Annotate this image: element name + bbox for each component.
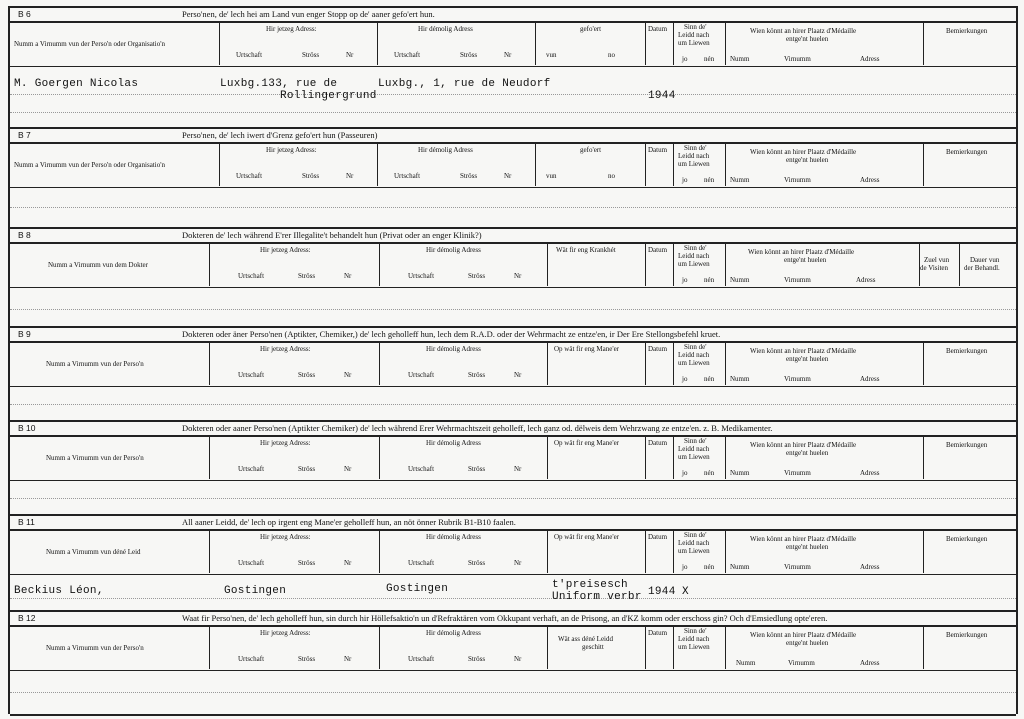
label-street: Ströss bbox=[302, 172, 320, 180]
section-b6 bbox=[10, 6, 1016, 129]
label-illness: Wät fir eng Krankhét bbox=[556, 246, 616, 254]
label-alive: Leidd nach bbox=[678, 445, 710, 453]
label-alive: Sinn de' bbox=[684, 23, 707, 31]
label-led: gefo'ert bbox=[580, 146, 602, 154]
dotted-line bbox=[10, 498, 1016, 499]
entry-date: 1944 bbox=[648, 586, 676, 598]
label-locality: Urtschaft bbox=[408, 272, 435, 280]
column-header bbox=[10, 437, 1016, 479]
column-header-cell bbox=[674, 627, 726, 669]
label-current-address: Hir jetzeg Adress: bbox=[260, 439, 311, 447]
column-header bbox=[10, 343, 1016, 385]
label-date: Datum bbox=[648, 629, 668, 637]
label-alive: um Liewen bbox=[678, 39, 710, 47]
label-where: entge'nt huelen bbox=[786, 449, 829, 457]
label-number: Nr bbox=[514, 655, 522, 663]
section-b9 bbox=[10, 326, 1016, 422]
label-number: Nr bbox=[514, 371, 522, 379]
column-header-cell bbox=[674, 144, 726, 186]
column-header-cell bbox=[548, 531, 646, 573]
row-divider bbox=[10, 187, 1016, 188]
label-name-col: Numm bbox=[730, 375, 750, 383]
section-title bbox=[10, 229, 1016, 244]
row-divider bbox=[10, 386, 1016, 387]
label-alive: Sinn de' bbox=[684, 343, 707, 351]
entry-former-address: Luxbg., 1, rue de Neudorf bbox=[378, 78, 551, 90]
label-number: Nr bbox=[514, 272, 522, 280]
label-yes: jo bbox=[682, 55, 688, 63]
label-where: Wien könnt an hirer Plaatz d'Médaille bbox=[750, 535, 857, 543]
label-alive: Sinn de' bbox=[684, 244, 707, 252]
label-remarks: Bemierkungen bbox=[946, 631, 988, 639]
column-header-cell bbox=[674, 244, 726, 286]
section-title bbox=[10, 422, 1016, 437]
column-header-cell bbox=[924, 437, 1016, 479]
label-number: Nr bbox=[346, 51, 354, 59]
label-current-address: Hir jetzeg Adress: bbox=[260, 629, 311, 637]
dotted-line bbox=[10, 94, 1016, 95]
dotted-line bbox=[10, 692, 1016, 693]
label-street: Ströss bbox=[460, 172, 478, 180]
label-date: Datum bbox=[648, 246, 668, 254]
column-header-cell bbox=[210, 531, 380, 573]
label-what: Wät ass déné Leidd bbox=[558, 635, 614, 643]
column-header-cell bbox=[380, 531, 548, 573]
section-description: Perso'nen, de' lech iwert d'Grenz gefo'ert hun (Passeuren) bbox=[182, 130, 378, 140]
column-header-cell bbox=[10, 244, 210, 286]
label-date: Datum bbox=[648, 146, 668, 154]
header-former-address bbox=[378, 23, 536, 65]
label-street: Ströss bbox=[298, 371, 316, 379]
label-date: Datum bbox=[648, 439, 668, 447]
column-header-cell bbox=[548, 244, 646, 286]
label-alive: Leidd nach bbox=[678, 351, 710, 359]
dotted-line bbox=[10, 598, 1016, 599]
label-locality: Urtschaft bbox=[394, 51, 421, 59]
column-header-cell bbox=[924, 343, 1016, 385]
row-divider bbox=[10, 480, 1016, 481]
label-where: Wien könnt an hirer Plaatz d'Médaille bbox=[748, 248, 855, 256]
label-locality: Urtschaft bbox=[394, 172, 421, 180]
label-how: Op wät fir eng Mane'er bbox=[554, 439, 620, 447]
header-medal bbox=[726, 23, 924, 65]
column-header-cell bbox=[726, 144, 924, 186]
label-first-name: Virnumm bbox=[784, 55, 811, 63]
label-to: no bbox=[608, 172, 615, 180]
row-divider bbox=[10, 66, 1016, 67]
label-current-address: Hir jetzeg Adress: bbox=[260, 345, 311, 353]
section-title bbox=[10, 8, 1016, 23]
column-header-cell bbox=[646, 244, 674, 286]
label-name: Numm a Virnumm vun der Perso'n oder Organisatio'n bbox=[14, 40, 165, 48]
entry-alive-mark: X bbox=[682, 586, 689, 598]
label-number: Nr bbox=[504, 172, 512, 180]
label-alive: um Liewen bbox=[678, 359, 710, 367]
section-code: B 11 bbox=[18, 517, 35, 527]
label-no: nén bbox=[704, 469, 715, 477]
column-header-cell bbox=[548, 343, 646, 385]
label-duration: Dauer vun bbox=[970, 256, 1000, 264]
label-locality: Urtschaft bbox=[236, 51, 263, 59]
label-no: nén bbox=[704, 176, 715, 184]
label-number: Nr bbox=[514, 465, 522, 473]
row-divider bbox=[10, 287, 1016, 288]
label-first-name: Virnumm bbox=[784, 563, 811, 571]
label-visits: de Visiten bbox=[920, 264, 949, 272]
column-header bbox=[10, 627, 1016, 669]
label-address: Adress bbox=[860, 563, 880, 571]
section-title bbox=[10, 612, 1016, 627]
label-date: Datum bbox=[648, 533, 668, 541]
column-header-cell bbox=[380, 627, 548, 669]
column-header-cell bbox=[674, 531, 726, 573]
label-duration: der Behandl. bbox=[964, 264, 1000, 272]
label-address: Adress bbox=[860, 659, 880, 667]
section-description: Dokteren oder äner Perso'nen (Aptikter, Chemiker,) de' lech geholleff hun, lech dem R.A.D. oder der Wehrmacht ze entze'en, ir Der Ere Stellongsbefehl kruet. bbox=[182, 329, 721, 339]
label-where: Wien könnt an hirer Plaatz d'Médaille bbox=[750, 148, 857, 156]
label-where: entge'nt huelen bbox=[786, 355, 829, 363]
entry-name: M. Goergen Nicolas bbox=[14, 78, 139, 90]
label-name: Numm a Virnumm vun dem Dokter bbox=[48, 261, 148, 269]
label-where: entge'nt huelen bbox=[784, 256, 827, 264]
label-current-address: Hir jetzeg Adress: bbox=[266, 25, 317, 33]
label-locality: Urtschaft bbox=[238, 465, 265, 473]
section-code: B 10 bbox=[18, 423, 36, 433]
label-name-col: Numm bbox=[730, 276, 750, 284]
label-number: Nr bbox=[344, 272, 352, 280]
label-date: Datum bbox=[648, 345, 668, 353]
dotted-line bbox=[10, 207, 1016, 208]
header-alive bbox=[674, 23, 726, 65]
label-no: nén bbox=[704, 55, 715, 63]
label-name: Numm a Virnumm vun der Perso'n bbox=[46, 360, 144, 368]
header-current-address bbox=[220, 23, 378, 65]
label-remarks: Bemierkungen bbox=[946, 347, 988, 355]
label-locality: Urtschaft bbox=[408, 559, 435, 567]
column-header-cell bbox=[674, 343, 726, 385]
section-description: Perso'nen, de' lech hei am Land vun enger Stopp op de' aaner gefo'ert hun. bbox=[182, 9, 435, 19]
column-header-cell bbox=[220, 144, 378, 186]
label-former-address: Hir démolig Adress bbox=[418, 146, 473, 154]
section-b12 bbox=[10, 610, 1016, 716]
label-from: vun bbox=[546, 51, 557, 59]
label-street: Ströss bbox=[298, 559, 316, 567]
label-locality: Urtschaft bbox=[408, 655, 435, 663]
column-header-cell bbox=[726, 531, 924, 573]
label-street: Ströss bbox=[468, 272, 486, 280]
section-description: Waat fir Perso'nen, de' lech geholleff hun, sin durch hir Höllefsaktio'n un d'Refraktären vom Okkupant verhaft, an de Prisong, an d'KZ komm oder erschoss gin? Och d'Emsiedlung opte'eren. bbox=[182, 613, 828, 623]
entry-date: 1944 bbox=[648, 90, 676, 102]
column-header-cell bbox=[646, 437, 674, 479]
label-current-address: Hir jetzeg Adress: bbox=[260, 533, 311, 541]
section-code: B 9 bbox=[18, 329, 31, 339]
section-description: All aaner Leidd, de' lech op irgent eng Mane'er geholleff hun, an nöt önner Rubrik B1-B10 faalen. bbox=[182, 517, 516, 527]
entry-name: Beckius Léon, bbox=[14, 585, 104, 597]
column-header-cell bbox=[646, 144, 674, 186]
section-code: B 8 bbox=[18, 230, 31, 240]
label-where: Wien könnt an hirer Plaatz d'Médaille bbox=[750, 27, 857, 35]
column-header-cell bbox=[210, 244, 380, 286]
label-where: Wien könnt an hirer Plaatz d'Médaille bbox=[750, 441, 857, 449]
column-header bbox=[10, 244, 1016, 286]
label-number: Nr bbox=[344, 559, 352, 567]
label-alive: Leidd nach bbox=[678, 635, 710, 643]
column-header-cell bbox=[380, 437, 548, 479]
label-yes: jo bbox=[682, 375, 688, 383]
label-former-address: Hir démolig Adress bbox=[426, 629, 481, 637]
column-header-cell bbox=[726, 244, 920, 286]
label-date: Datum bbox=[648, 25, 668, 33]
dotted-line bbox=[10, 309, 1016, 310]
label-no: nén bbox=[704, 276, 715, 284]
label-number: Nr bbox=[344, 465, 352, 473]
entry-how: Uniform verbr bbox=[552, 591, 642, 603]
label-what: geschitt bbox=[582, 643, 604, 651]
form-page bbox=[8, 6, 1018, 714]
row-divider bbox=[10, 670, 1016, 671]
label-no: nén bbox=[704, 375, 715, 383]
label-remarks: Bemierkungen bbox=[946, 27, 988, 35]
label-where: Wien könnt an hirer Plaatz d'Médaille bbox=[750, 347, 857, 355]
label-street: Ströss bbox=[468, 655, 486, 663]
label-former-address: Hir démolig Adress bbox=[426, 246, 481, 254]
label-where: Wien könnt an hirer Plaatz d'Médaille bbox=[750, 631, 857, 639]
section-code: B 7 bbox=[18, 130, 31, 140]
section-description: Dokteren de' lech während E'rer Illegalite't behandelt hun (Privat oder an enger Klinik?) bbox=[182, 230, 482, 240]
label-locality: Urtschaft bbox=[236, 172, 263, 180]
label-how: Op wät fir eng Mane'er bbox=[554, 345, 620, 353]
column-header bbox=[10, 144, 1016, 186]
label-how: Op wät fir eng Mane'er bbox=[554, 533, 620, 541]
label-alive: Leidd nach bbox=[678, 152, 710, 160]
label-first-name: Virnumm bbox=[784, 375, 811, 383]
label-to: no bbox=[608, 51, 615, 59]
column-header-cell bbox=[726, 343, 924, 385]
column-header-cell bbox=[10, 627, 210, 669]
row-divider bbox=[10, 574, 1016, 575]
label-alive: um Liewen bbox=[678, 643, 710, 651]
column-header-cell bbox=[10, 343, 210, 385]
label-name-col: Numm bbox=[730, 563, 750, 571]
label-street: Ströss bbox=[298, 272, 316, 280]
label-remarks: Bemierkungen bbox=[946, 148, 988, 156]
label-street: Ströss bbox=[298, 655, 316, 663]
label-where: entge'nt huelen bbox=[786, 156, 829, 164]
label-address: Adress bbox=[860, 469, 880, 477]
label-address: Adress bbox=[856, 276, 876, 284]
label-where: entge'nt huelen bbox=[786, 543, 829, 551]
label-name-col: Numm bbox=[730, 176, 750, 184]
label-locality: Urtschaft bbox=[238, 272, 265, 280]
label-yes: jo bbox=[682, 276, 688, 284]
label-where: entge'nt huelen bbox=[786, 35, 829, 43]
label-yes: jo bbox=[682, 563, 688, 571]
label-led: gefo'ert bbox=[580, 25, 602, 33]
label-street: Ströss bbox=[468, 559, 486, 567]
label-visits: Zuel vun bbox=[924, 256, 950, 264]
label-first-name: Virnumm bbox=[784, 276, 811, 284]
column-header-cell bbox=[924, 144, 1016, 186]
label-address: Adress bbox=[860, 375, 880, 383]
label-alive: um Liewen bbox=[678, 160, 710, 168]
label-locality: Urtschaft bbox=[238, 559, 265, 567]
label-name: Numm a Virnumm vun der Perso'n oder Organisatio'n bbox=[14, 161, 165, 169]
section-b10 bbox=[10, 420, 1016, 516]
label-number: Nr bbox=[344, 655, 352, 663]
label-number: Nr bbox=[346, 172, 354, 180]
label-alive: Leidd nach bbox=[678, 31, 710, 39]
label-former-address: Hir démolig Adress bbox=[426, 533, 481, 541]
label-first-name: Virnumm bbox=[788, 659, 815, 667]
bottom-border bbox=[10, 714, 1016, 716]
label-former-address: Hir démolig Adress bbox=[426, 345, 481, 353]
section-title bbox=[10, 129, 1016, 144]
section-title bbox=[10, 516, 1016, 531]
label-yes: jo bbox=[682, 176, 688, 184]
label-name: Numm a Virnumm vun déné Leid bbox=[46, 548, 141, 556]
section-b8 bbox=[10, 227, 1016, 328]
column-header-cell bbox=[548, 627, 646, 669]
entry-former-address: Gostingen bbox=[386, 583, 449, 595]
label-alive: um Liewen bbox=[678, 453, 710, 461]
section-code: B 6 bbox=[18, 9, 31, 19]
label-first-name: Virnumm bbox=[784, 176, 811, 184]
label-remarks: Bemierkungen bbox=[946, 535, 988, 543]
label-alive: Sinn de' bbox=[684, 627, 707, 635]
label-number: Nr bbox=[504, 51, 512, 59]
header-remarks bbox=[924, 23, 1016, 65]
label-where: entge'nt huelen bbox=[786, 639, 829, 647]
column-header-cell bbox=[10, 144, 220, 186]
label-current-address: Hir jetzeg Adress: bbox=[260, 246, 311, 254]
column-header-cell bbox=[924, 531, 1016, 573]
label-alive: Sinn de' bbox=[684, 144, 707, 152]
label-name-col: Numm bbox=[736, 659, 756, 667]
label-from: vun bbox=[546, 172, 557, 180]
column-header-cell bbox=[380, 244, 548, 286]
label-current-address: Hir jetzeg Adress: bbox=[266, 146, 317, 154]
column-header-cell bbox=[548, 437, 646, 479]
label-alive: Leidd nach bbox=[678, 539, 710, 547]
label-locality: Urtschaft bbox=[408, 465, 435, 473]
dotted-line bbox=[10, 404, 1016, 405]
label-alive: Sinn de' bbox=[684, 437, 707, 445]
label-street: Ströss bbox=[468, 465, 486, 473]
section-code: B 12 bbox=[18, 613, 36, 623]
label-locality: Urtschaft bbox=[238, 655, 265, 663]
label-address: Adress bbox=[860, 55, 880, 63]
column-header-cell bbox=[378, 144, 536, 186]
column-header-cell bbox=[674, 437, 726, 479]
column-header-cell bbox=[536, 144, 646, 186]
section-b11 bbox=[10, 514, 1016, 612]
label-name: Numm a Virnumm vun der Perso'n bbox=[46, 454, 144, 462]
column-header-cell bbox=[210, 437, 380, 479]
label-street: Ströss bbox=[468, 371, 486, 379]
entry-how: t'preisesch bbox=[552, 579, 628, 591]
label-street: Ströss bbox=[298, 465, 316, 473]
header-date bbox=[646, 23, 674, 65]
column-header-cell bbox=[10, 437, 210, 479]
label-address: Adress bbox=[860, 176, 880, 184]
label-name-col: Numm bbox=[730, 55, 750, 63]
column-header-cell bbox=[646, 343, 674, 385]
column-header-cell bbox=[646, 627, 674, 669]
label-former-address: Hir démolig Adress bbox=[426, 439, 481, 447]
label-alive: Leidd nach bbox=[678, 252, 710, 260]
column-header-cell bbox=[210, 343, 380, 385]
column-header-cell bbox=[726, 627, 924, 669]
column-header bbox=[10, 23, 1016, 65]
label-name-col: Numm bbox=[730, 469, 750, 477]
column-header-cell bbox=[920, 244, 960, 286]
section-title bbox=[10, 328, 1016, 343]
label-remarks: Bemierkungen bbox=[946, 441, 988, 449]
section-b7 bbox=[10, 127, 1016, 229]
label-locality: Urtschaft bbox=[408, 371, 435, 379]
label-alive: um Liewen bbox=[678, 260, 710, 268]
entry-current-address: Rollingergrund bbox=[280, 90, 377, 102]
label-street: Ströss bbox=[460, 51, 478, 59]
label-name: Numm a Virnumm vun der Perso'n bbox=[46, 644, 144, 652]
label-alive: Sinn de' bbox=[684, 531, 707, 539]
column-header-cell bbox=[10, 531, 210, 573]
dotted-line bbox=[10, 112, 1016, 113]
column-header bbox=[10, 531, 1016, 573]
column-header-cell bbox=[726, 437, 924, 479]
label-number: Nr bbox=[514, 559, 522, 567]
label-no: nén bbox=[704, 563, 715, 571]
label-yes: jo bbox=[682, 469, 688, 477]
label-number: Nr bbox=[344, 371, 352, 379]
column-header-cell bbox=[924, 627, 1016, 669]
entry-current-address: Luxbg.133, rue de bbox=[220, 78, 338, 90]
label-locality: Urtschaft bbox=[238, 371, 265, 379]
section-description: Dokteren oder aaner Perso'nen (Aptikter Chemiker) de' lech während Erer Wehrmachtszeit geholleff, lech ganz od. dëlweis dem Wehrzwang ze entze'en. z. B. Medikamenter. bbox=[182, 423, 773, 433]
column-header-cell bbox=[646, 531, 674, 573]
label-street: Ströss bbox=[302, 51, 320, 59]
label-alive: um Liewen bbox=[678, 547, 710, 555]
label-first-name: Virnumm bbox=[784, 469, 811, 477]
header-led bbox=[536, 23, 646, 65]
entry-current-address: Gostingen bbox=[224, 585, 287, 597]
column-header-cell bbox=[960, 244, 1016, 286]
column-header-cell bbox=[210, 627, 380, 669]
header-name bbox=[10, 23, 220, 65]
column-header-cell bbox=[380, 343, 548, 385]
label-former-address: Hir démolig Adress bbox=[418, 25, 473, 33]
